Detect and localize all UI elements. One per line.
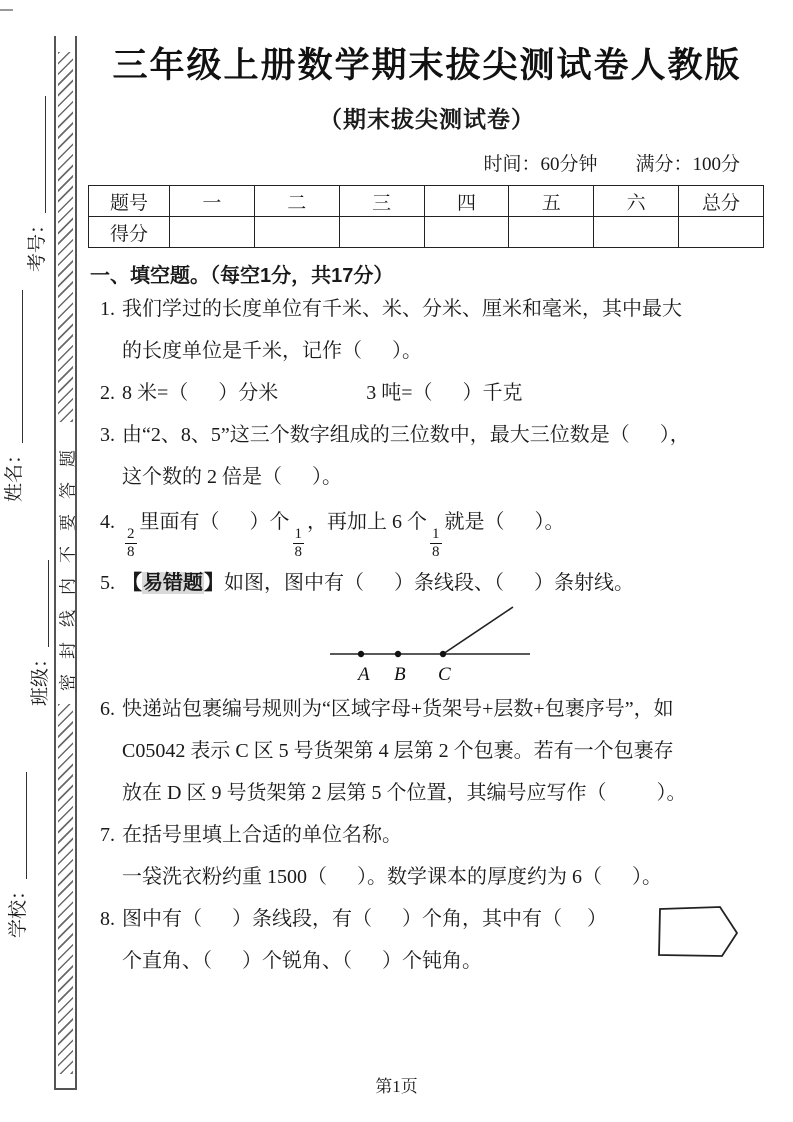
score-cell <box>424 217 509 248</box>
question-text: 里面有（ ）个 <box>139 511 290 533</box>
score-label-cell: 得分 <box>89 217 170 248</box>
fraction-2-8 <box>125 526 137 562</box>
header-cell-4: 四 <box>424 186 509 217</box>
header-cell-2: 二 <box>254 186 339 217</box>
page-title: 三年级上册数学期末拔尖测试卷人教版 <box>112 46 742 85</box>
question-2 <box>88 372 766 414</box>
score-table-header-row <box>89 186 764 217</box>
exam-meta: 时间：60分钟 满分：100分 <box>483 154 740 175</box>
score-cell <box>594 217 679 248</box>
exam-number-label: 考号： <box>27 214 48 272</box>
question-text: 这个数的 2 倍是（ ）。 <box>122 466 342 488</box>
name-line <box>22 290 23 443</box>
line-segment-figure-svg <box>88 604 764 688</box>
question-number: 6. <box>100 697 115 720</box>
fraction-1-8 <box>293 526 305 562</box>
question-text: 的长度单位是千米，记作（ ）。 <box>122 340 422 362</box>
header-cell-total: 总分 <box>679 186 764 217</box>
question-7-line-1 <box>88 814 766 856</box>
main-content <box>88 0 766 982</box>
question-7-line-2 <box>88 856 766 898</box>
question-text: 一袋洗衣粉约重 1500（ ）。数学课本的厚度约为 6（ ）。 <box>122 865 662 888</box>
point-a-dot <box>358 650 364 656</box>
fraction-numerator: 2 <box>127 526 135 542</box>
question-number: 3. <box>100 424 115 446</box>
fraction-1-8 <box>430 526 442 562</box>
class-label: 班级： <box>30 648 51 706</box>
margin-field-name <box>3 290 27 502</box>
question-number: 5. <box>100 571 115 594</box>
hatch-pattern-top <box>58 52 73 422</box>
question-text: 就是（ ）。 <box>444 511 565 533</box>
question-1-line-1 <box>88 288 766 330</box>
section-heading: 一、填空题。（每空1分，共17分） <box>90 265 394 287</box>
point-label-a: A <box>358 663 370 685</box>
pentagon-figure <box>658 906 740 960</box>
header-cell-5: 五 <box>509 186 594 217</box>
question-3-line-2 <box>88 456 766 498</box>
question-3-line-1 <box>88 414 766 456</box>
question-8-block <box>88 898 766 982</box>
fraction-denominator: 8 <box>127 544 135 561</box>
question-text: 3 吨=（ ）千克 <box>366 382 523 404</box>
fraction-numerator: 1 <box>432 526 440 542</box>
question-number: 7. <box>100 823 115 846</box>
question-text: 图中有（ ）条线段，有（ ）个角，其中有（ ） <box>122 907 607 930</box>
score-cell <box>170 217 255 248</box>
error-prone-tag: 易错题 <box>143 571 203 594</box>
point-label-b: B <box>394 663 406 685</box>
question-text: ，再加上 6 个 <box>307 511 427 533</box>
hatch-pattern-bottom <box>58 704 73 1074</box>
question-text: 我们学过的长度单位有千米、米、分米、厘米和毫米，其中最大 <box>122 298 682 320</box>
question-6-line-1 <box>88 688 766 730</box>
name-label: 姓名： <box>4 444 25 502</box>
point-b-dot <box>395 650 401 656</box>
question-text: 如图，图中有（ ）条线段、（ ）条射线。 <box>224 571 634 594</box>
question-text: 快递站包裹编号规则为“区域字母+货架号+层数+包裹序号”，如 <box>122 697 674 720</box>
score-cell <box>254 217 339 248</box>
margin-field-exam-number <box>26 96 50 272</box>
question-6-line-2 <box>88 730 766 772</box>
header-cell-3: 三 <box>339 186 424 217</box>
question-text: 由“2、8、5”这三个数字组成的三位数中，最大三位数是（ ）， <box>122 424 690 446</box>
score-cell <box>339 217 424 248</box>
point-c-dot <box>440 650 446 656</box>
margin-field-class <box>29 560 53 706</box>
question-number: 2. <box>100 382 115 404</box>
question-number: 8. <box>100 907 115 930</box>
class-line <box>48 560 49 647</box>
tag-bracket-open: 【 <box>122 571 142 594</box>
fraction-numerator: 1 <box>294 526 302 542</box>
point-label-c: C <box>438 663 451 685</box>
school-line <box>26 772 27 879</box>
header-cell-6: 六 <box>594 186 679 217</box>
question-5 <box>88 562 766 604</box>
exam-number-line <box>45 96 46 213</box>
seal-text: 密封线内不要答题 <box>58 435 77 691</box>
question-number: 1. <box>100 298 115 320</box>
line-segment-figure <box>88 604 766 688</box>
question-6-line-3 <box>88 772 766 814</box>
question-text: 放在 D 区 9 号货架第 2 层第 5 个位置，其编号应写作（ ）。 <box>122 781 687 804</box>
question-text: 8 米=（ ）分米 <box>122 382 279 404</box>
page-subtitle: （期末拔尖测试卷） <box>319 106 535 132</box>
header-cell-question-number: 题号 <box>89 186 170 217</box>
question-text: C05042 表示 C 区 5 号货架第 4 层第 2 个包裹。若有一个包裹存 <box>122 739 674 762</box>
fraction-denominator: 8 <box>432 544 440 561</box>
school-label: 学校： <box>8 880 29 938</box>
scan-corner-mark <box>0 9 13 11</box>
pentagon-shape <box>659 907 737 956</box>
margin-field-school <box>7 772 31 938</box>
question-1-line-2 <box>88 330 766 372</box>
question-text: 个直角、（ ）个锐角、（ ）个钝角。 <box>122 949 482 972</box>
score-table-score-row <box>89 217 764 248</box>
question-4 <box>88 498 766 562</box>
score-cell <box>509 217 594 248</box>
header-cell-1: 一 <box>170 186 255 217</box>
score-table <box>88 185 764 248</box>
question-text: 在括号里填上合适的单位名称。 <box>122 823 402 846</box>
seal-line-strip <box>54 36 77 1090</box>
ray-from-c <box>443 607 513 654</box>
question-number: 4. <box>100 511 115 533</box>
score-cell <box>679 217 764 248</box>
tag-bracket-close: 】 <box>204 571 224 594</box>
fraction-denominator: 8 <box>294 544 302 561</box>
seal-text-box <box>56 424 75 702</box>
page-footer: 第1页 <box>375 1077 418 1096</box>
